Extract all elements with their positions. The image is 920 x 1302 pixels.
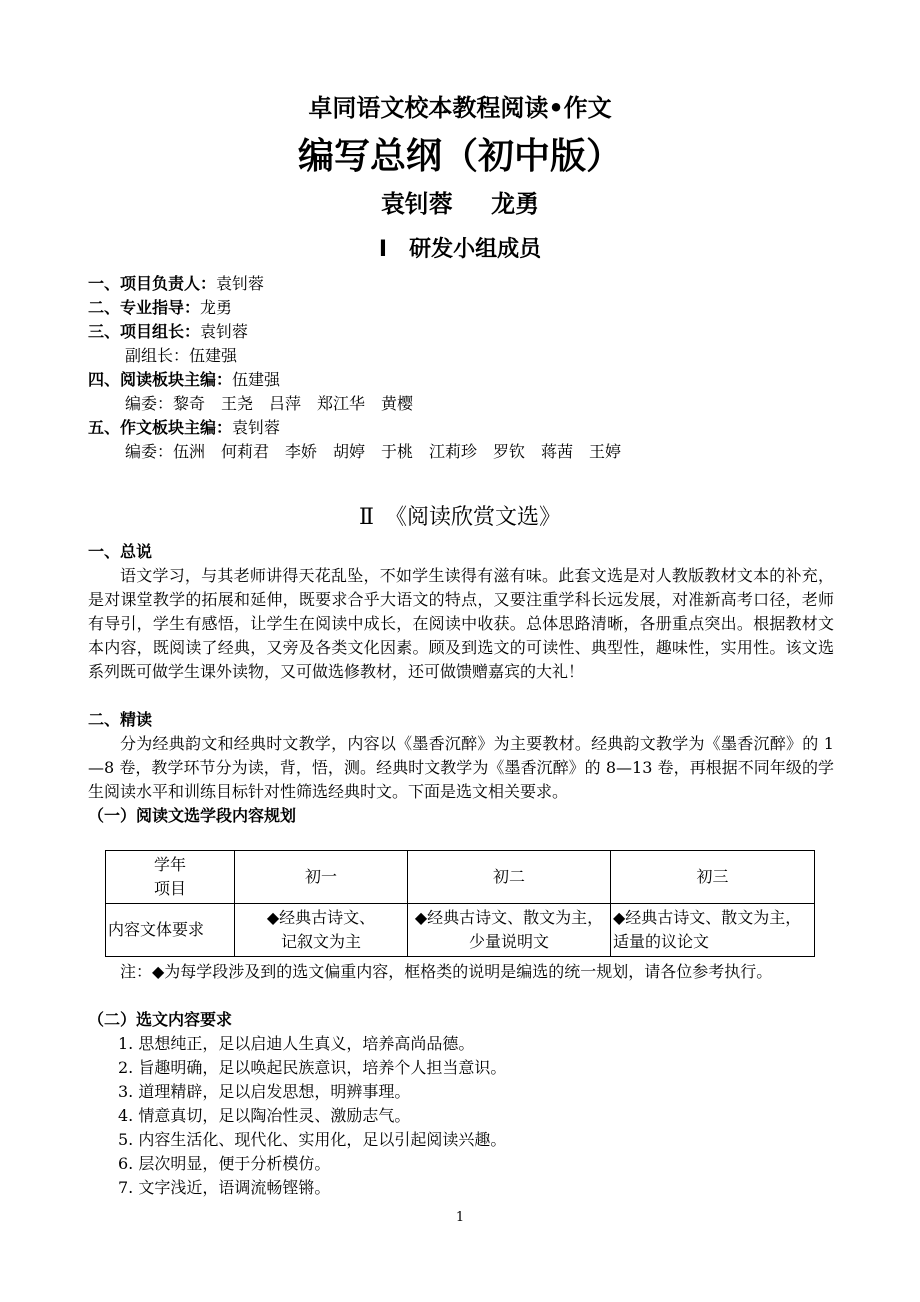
table-note: 注：◆为每学段涉及到的选文偏重内容，框格类的说明是编选的统一规划，请各位参考执行。 [120,962,773,981]
document-title: 卓同语文校本教程阅读•作文 [308,94,612,122]
intensive-heading: 二、精读 [88,710,153,729]
column-grade1: 初一 [235,851,408,904]
group-leader [88,320,248,344]
table-corner-cell [106,851,235,904]
cell-grade1-line2: 记叙文为主 [280,932,361,951]
intensive-paragraph: 分为经典韵文和经典时文教学，内容以《墨香沉醉》为主要教材。经典韵文教学为《墨香沉醉》的 1—8 卷，教学环节分为读，背，悟，测。经典时文教学为《墨香沉醉》的 8—13 卷，再根据不同年级的学生阅读水平和训练目标针对性筛选经典时文。下面是选文相关要求。 [88,734,834,801]
group-leader-value: 袁钊蓉 [200,322,249,341]
list-item: 1. 思想纯正，足以启迪人生真义，培养高尚品德。 [118,1034,475,1053]
project-leader-value: 袁钊蓉 [216,274,265,293]
reading-chief-editor-label: 四、阅读板块主编： [88,370,233,389]
list-item: 7. 文字浅近，语调流畅铿锵。 [118,1178,331,1197]
cell-grade2-line2: 少量说明文 [468,932,549,951]
cell-grade3-line1: ◆经典古诗文、散文为主， [613,908,802,927]
deputy-leader: 副组长：伍建强 [125,346,238,365]
section1-title: Ⅰ 研发小组成员 [378,237,542,262]
professional-guide-label: 二、专业指导： [88,298,201,317]
plan-heading: （一）阅读文选学段内容规划 [88,806,297,825]
page-number: 1 [455,1210,465,1225]
section2-title: Ⅱ 《阅读欣赏文选》 [359,505,561,530]
project-leader [88,272,264,296]
corner-bottom: 项目 [153,879,186,898]
corner-top: 学年 [153,855,186,874]
table-row [106,904,815,957]
writing-chief-editor-label: 五、作文板块主编： [88,418,233,437]
project-leader-label: 一、项目负责人： [88,274,217,293]
cell-grade1 [235,904,408,957]
table-header-row [106,851,815,904]
cell-grade3-line2: 适量的议论文 [613,932,710,951]
list-item: 5. 内容生活化、现代化、实用化，足以引起阅读兴趣。 [118,1130,507,1149]
list-item: 3. 道理精辟，足以启发思想，明辨事理。 [118,1082,411,1101]
column-grade2: 初二 [408,851,611,904]
list-item: 6. 层次明显，便于分析模仿。 [118,1154,331,1173]
requirements-heading: （二）选文内容要求 [88,1010,233,1029]
list-item: 2. 旨趣明确，足以唤起民族意识，培养个人担当意识。 [118,1058,507,1077]
reading-chief-editor [88,368,280,392]
overview-heading: 一、总说 [88,542,153,561]
cell-grade2-line1: ◆经典古诗文、散文为主， [414,908,604,927]
authors: 袁钊蓉 龙勇 [380,190,540,218]
overview-paragraph: 语文学习，与其老师讲得天花乱坠，不如学生读得有滋有味。此套文选是对人教版教材文本的补充，是对课堂教学的拓展和延伸，既要求合乎大语文的特点，又要注重学科长远发展，对准新高考口径，老师有导引，学生有感悟，让学生在阅读中成长，在阅读中收获。总体思路清晰，各册重点突出。根据教材文本内容，既阅读了经典，又旁及各类文化因素。顾及到选文的可读性、典型性，趣味性，实用性。该文选系列既可做学生课外读物，又可做选修教材，还可做馈赠嘉宾的大礼！ [88,566,834,681]
professional-guide [88,296,232,320]
writing-chief-editor-value: 袁钊蓉 [232,418,281,437]
document-subtitle: 编写总纲（初中版） [297,136,622,177]
cell-grade3 [611,904,815,957]
column-grade3: 初三 [611,851,815,904]
writing-chief-editor [88,416,280,440]
list-item: 4. 情意真切，足以陶冶性灵、激励志气。 [118,1106,411,1125]
row-label: 内容文体要求 [106,904,235,957]
professional-guide-value: 龙勇 [200,298,233,317]
reading-chief-editor-value: 伍建强 [232,370,281,389]
group-leader-label: 三、项目组长： [88,322,201,341]
writing-editors: 编委：伍洲 何莉君 李娇 胡婷 于桃 江莉珍 罗钦 蒋茜 王婷 [125,442,622,461]
reading-editors: 编委：黎奇 王尧 吕萍 郑江华 黄樱 [125,394,414,413]
plan-table [105,850,815,957]
cell-grade1-line1: ◆经典古诗文、 [266,908,376,927]
cell-grade2 [408,904,611,957]
